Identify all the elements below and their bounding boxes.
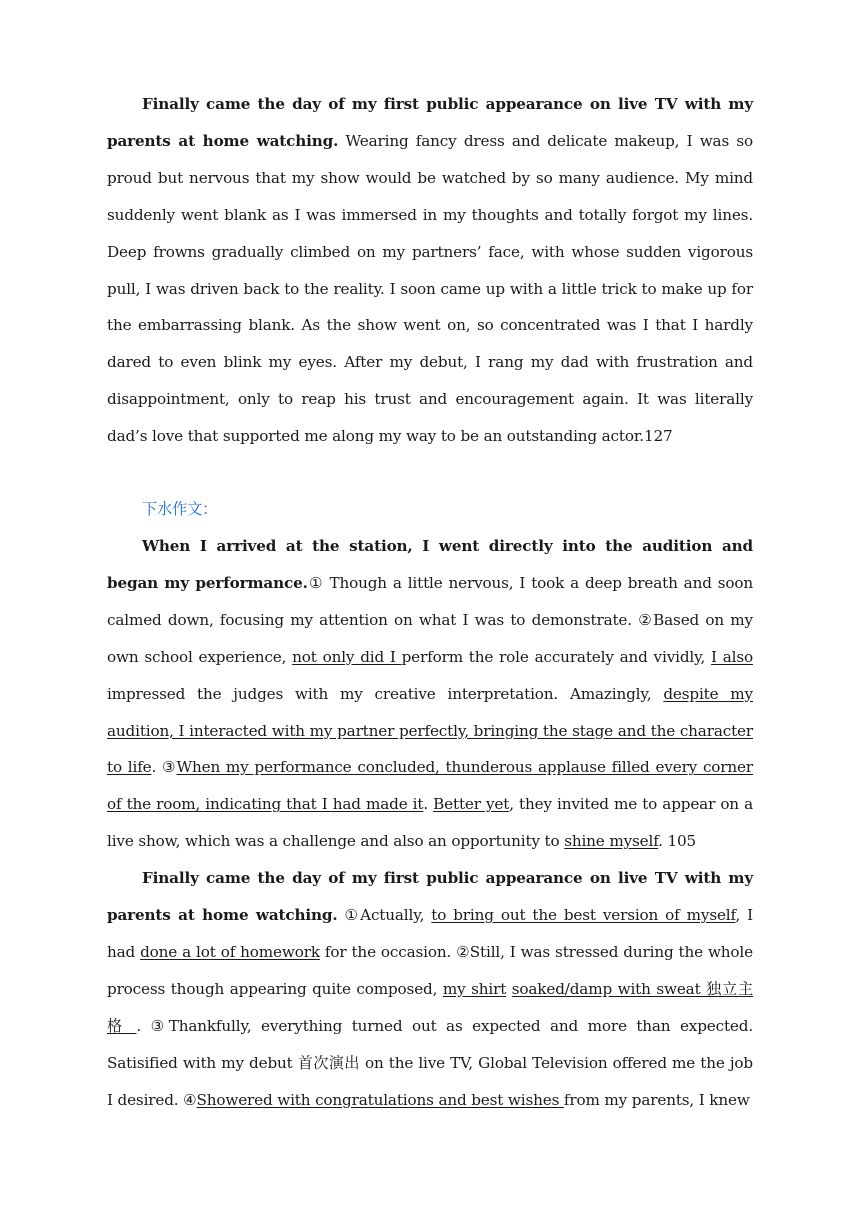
text-run: Actually, bbox=[360, 906, 432, 925]
text-run: . bbox=[151, 758, 163, 777]
circled-number-2: ② bbox=[638, 610, 654, 629]
text-run: perform the role accurately and vividly, bbox=[401, 647, 712, 666]
text-run: . 105 bbox=[658, 832, 697, 851]
text-run: Still, I was stressed during the whole process though appearing quite composed, bbox=[107, 942, 753, 998]
text-run: Thankfully, everything turned out as expected and more than expected. Satisified with my debut 首次演出 on the live TV, Global Television offered me the job I desired. bbox=[107, 1016, 754, 1109]
text-run: impressed the judges with my creative interpretation. Amazingly, bbox=[107, 684, 664, 703]
underlined-phrase: shine myself bbox=[564, 832, 659, 851]
paragraph-body: Wearing fancy dress and delicate makeup, I was so proud but nervous that my show would be watched by so many audience. My mind suddenly went blank as I was immersed in my thoughts and totally forgot my lines. Deep frowns gradually climbed on my partners’ face, with whose sudden vigorous pull, I was driven back to the reality. I soon came up with a little trick to make up for the embarrassing blank. As the show went on, so concentrated was I that I hardly dared to even blink my eyes. After my debut, I rang my dad with frustration and disappointment, only to reap his trust and encouragement again. It was literally dad’s love that supported me along my way to be an outstanding actor.127 bbox=[107, 131, 754, 446]
paragraph-lead-sentence: Finally came the day of my first public appearance on live TV with my parents at home watching. bbox=[107, 95, 753, 150]
underlined-phrase: Showered with congratulations and best wishes bbox=[196, 1090, 564, 1109]
paragraph-lead-sentence: When I arrived at the station, I went directly into the audition and began my performance. bbox=[107, 536, 753, 592]
text-run: , they invited me to appear on a live show, which was a challenge and also an opportunity to bbox=[107, 795, 753, 851]
circled-number-1: ① bbox=[307, 573, 324, 592]
text-run: . bbox=[136, 1016, 151, 1035]
underlined-phrase: to bring out the best version of myself bbox=[431, 906, 736, 925]
text-run: Though a little nervous, I took a deep breath and soon calmed down, focusing my attention on what I was to demonstrate. bbox=[107, 573, 753, 629]
paragraph-sample-essay-2 bbox=[107, 860, 753, 1118]
underlined-phrase: When my performance concluded, thunderous applause filled every corner of the room, indicating that I had made it bbox=[107, 758, 753, 814]
text-run: , I had bbox=[107, 906, 753, 961]
underlined-phrase: not only did I bbox=[292, 647, 402, 666]
underlined-phrase: Better yet bbox=[433, 795, 510, 814]
text-run: . bbox=[423, 795, 434, 814]
paragraph-original-ending bbox=[107, 86, 753, 455]
paragraph-lead-sentence: Finally came the day of my first public appearance on live TV with my parents at home watching. bbox=[107, 869, 753, 925]
circled-number-3: ③ bbox=[150, 1016, 169, 1035]
underlined-phrase: despite my audition, I interacted with my partner perfectly, bringing the stage and the character to life bbox=[107, 684, 753, 777]
paragraph-sample-essay-1 bbox=[107, 528, 753, 860]
underlined-phrase: my shirt bbox=[442, 979, 507, 998]
section-heading: 下水作文： bbox=[142, 500, 218, 519]
circled-number-2: ② bbox=[456, 942, 470, 961]
circled-number-1: ① bbox=[344, 906, 361, 925]
text-run: from my parents, I knew bbox=[563, 1090, 750, 1109]
text-run: Based on my own school experience, bbox=[107, 610, 753, 666]
document-page bbox=[107, 86, 753, 1118]
circled-number-4: ④ bbox=[183, 1090, 197, 1109]
underlined-phrase: done a lot of homework bbox=[140, 942, 320, 961]
text-run: for the occasion. bbox=[319, 942, 457, 961]
paragraph-gap bbox=[107, 455, 753, 491]
circled-number-3: ③ bbox=[162, 758, 177, 777]
underlined-phrase: soaked/damp with sweat 独立主格 bbox=[107, 979, 754, 1035]
underlined-phrase: I also bbox=[711, 647, 753, 666]
